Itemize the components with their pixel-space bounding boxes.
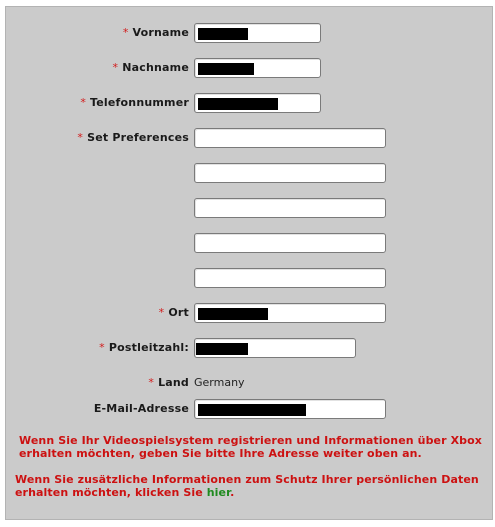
redacted-value: [198, 63, 254, 75]
required-marker: *: [80, 96, 87, 109]
redacted-value: [198, 308, 268, 320]
redacted-value: [196, 343, 248, 355]
privacy-link[interactable]: hier: [206, 486, 231, 499]
privacy-end: .: [230, 486, 235, 499]
plz-label: * Postleitzahl:: [99, 341, 189, 354]
nachname-row: [6, 58, 494, 78]
land-row: [6, 373, 494, 393]
ort-label: * Ort: [158, 306, 189, 319]
plz-row: [6, 338, 494, 358]
preferences-input-5[interactable]: [194, 268, 386, 288]
registration-form: [5, 6, 493, 520]
preferences-row: [6, 128, 494, 148]
required-marker: *: [112, 61, 119, 74]
email-input[interactable]: [194, 399, 386, 419]
privacy-message: [15, 473, 489, 499]
ort-input[interactable]: [194, 303, 386, 323]
telefon-row: [6, 93, 494, 113]
preferences-row-4: [6, 233, 494, 253]
vorname-row: [6, 23, 494, 43]
preferences-row-3: [6, 198, 494, 218]
email-label: E-Mail-Adresse: [93, 402, 189, 415]
preferences-row-2: [6, 163, 494, 183]
required-marker: *: [158, 306, 165, 319]
preferences-input-3[interactable]: [194, 198, 386, 218]
privacy-text: Wenn Sie zusätzliche Informationen zum Schutz Ihrer persönlichen Daten erhalten möchten, klicken Sie: [15, 473, 479, 499]
email-row: [6, 399, 494, 419]
xbox-message: Wenn Sie Ihr Videospielsystem registrieren und Informationen über Xbox erhalten möchten, geben Sie bitte Ihre Adresse weiter oben an.: [19, 434, 482, 460]
ort-row: [6, 303, 494, 323]
required-marker: *: [122, 26, 129, 39]
redacted-value: [198, 98, 278, 110]
plz-input[interactable]: [194, 338, 356, 358]
land-value: Germany: [194, 376, 245, 389]
preferences-input-2[interactable]: [194, 163, 386, 183]
preferences-row-5: [6, 268, 494, 288]
redacted-value: [198, 28, 248, 40]
preferences-input-1[interactable]: [194, 128, 386, 148]
required-marker: *: [148, 376, 155, 389]
telefon-input[interactable]: [194, 93, 321, 113]
land-label: * Land: [148, 376, 189, 389]
vorname-input[interactable]: [194, 23, 321, 43]
telefon-label: * Telefonnummer: [80, 96, 189, 109]
nachname-input[interactable]: [194, 58, 321, 78]
preferences-label: * Set Preferences: [77, 131, 189, 144]
required-marker: *: [77, 131, 84, 144]
nachname-label: * Nachname: [112, 61, 189, 74]
preferences-input-4[interactable]: [194, 233, 386, 253]
vorname-label: * Vorname: [122, 26, 189, 39]
required-marker: *: [99, 341, 105, 354]
redacted-value: [198, 404, 306, 416]
